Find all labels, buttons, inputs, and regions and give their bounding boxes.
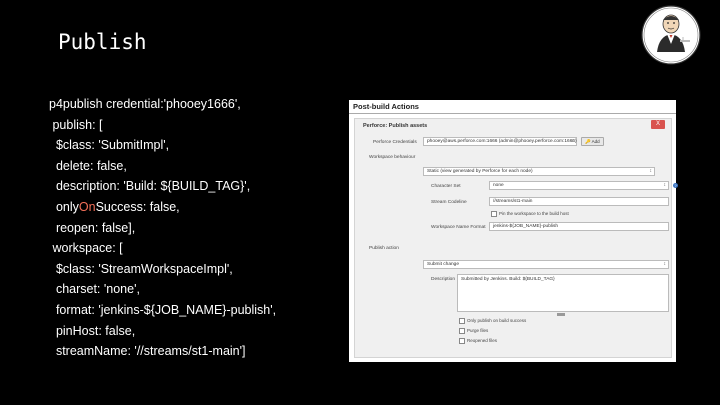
- remove-step-button[interactable]: X: [651, 120, 665, 129]
- code-line: [49, 262, 233, 276]
- workspace-behaviour-select[interactable]: Static (view generated by Perforce for each node) ↕: [423, 167, 655, 176]
- description-label: Description: [431, 277, 455, 282]
- code-segment: On: [78, 200, 96, 214]
- code-segment: p4publish credential:'phooey1666',: [49, 97, 241, 111]
- publish-action-select[interactable]: Submit change ↕: [423, 260, 669, 269]
- code-segment: $class: 'SubmitImpl',: [49, 138, 170, 153]
- code-segment: description: 'Build: ${BUILD_TAG}',: [49, 179, 251, 194]
- add-button-label: Add: [591, 139, 600, 144]
- code-line: [49, 200, 180, 214]
- code-line: [49, 324, 135, 338]
- help-icon[interactable]: ?: [674, 183, 677, 188]
- add-credentials-button[interactable]: [581, 137, 604, 146]
- pin-host-checkbox[interactable]: [491, 211, 497, 217]
- code-segment: publish: [: [49, 117, 103, 132]
- jenkins-logo-icon: [640, 4, 702, 66]
- code-segment: workspace: [: [49, 241, 123, 256]
- character-set-select[interactable]: none ↕: [489, 181, 669, 190]
- code-segment: $class: 'StreamWorkspaceImpl',: [49, 261, 233, 276]
- code-segment: format: 'jenkins-${JOB_NAME}-publish',: [49, 303, 277, 317]
- stream-codeline-input[interactable]: //streams/st1-main: [489, 197, 669, 206]
- code-line: [49, 159, 127, 173]
- key-icon: 🔑: [585, 139, 591, 144]
- code-segment: streamName: '//streams/st1-main']: [49, 344, 246, 359]
- code-line: [49, 138, 169, 152]
- only-success-checkbox[interactable]: [459, 318, 465, 324]
- panel-header: Post-build Actions: [349, 100, 676, 114]
- code-line: [49, 179, 250, 193]
- code-segment: Host: false,: [72, 323, 136, 338]
- code-segment: reopen: false],: [49, 220, 136, 235]
- publish-action-label: Publish action: [369, 246, 399, 251]
- credentials-select[interactable]: phooey@aws.perforce.com:1666 (admin@phooey.perforce.com:1666) ↕: [423, 137, 577, 146]
- code-line: [49, 303, 276, 317]
- character-set-label: Character Set: [431, 184, 461, 189]
- code-segment: pin: [49, 323, 73, 338]
- code-segment: only: [49, 200, 79, 214]
- textarea-resize-handle[interactable]: [557, 313, 565, 316]
- workspace-behaviour-label: Workspace behaviour: [369, 155, 416, 160]
- purge-files-label: Purge files: [467, 328, 489, 333]
- reopen-label: Reopened files: [467, 338, 498, 343]
- code-segment: Success: false,: [95, 200, 180, 214]
- stream-codeline-label: Stream Codeline: [431, 200, 467, 205]
- credentials-label: Perforce Credentials: [373, 140, 417, 145]
- code-segment: charset: 'none',: [49, 282, 140, 297]
- code-line: [49, 118, 103, 132]
- code-line: [49, 97, 241, 111]
- code-line: [49, 344, 245, 358]
- code-segment: delete: false,: [49, 158, 127, 173]
- code-line: [49, 282, 140, 296]
- description-textarea[interactable]: Submitted by Jenkins. Build: ${BUILD_TAG}: [457, 274, 669, 312]
- workspace-name-input[interactable]: jenkins-${JOB_NAME}-publish: [489, 222, 669, 231]
- reopen-checkbox[interactable]: [459, 338, 465, 344]
- jenkins-post-build-panel: [349, 100, 676, 362]
- pin-host-label: Pin the workspace to the build host: [499, 211, 569, 216]
- workspace-name-label: Workspace Name Format: [431, 225, 486, 230]
- code-line: [49, 221, 135, 235]
- code-line: [49, 241, 123, 255]
- purge-files-checkbox[interactable]: [459, 328, 465, 334]
- only-success-label: Only publish on build success: [467, 318, 527, 323]
- publish-assets-section: [354, 118, 677, 358]
- section-title: Perforce: Publish assets: [363, 123, 428, 129]
- slide-title: Publish: [58, 30, 147, 54]
